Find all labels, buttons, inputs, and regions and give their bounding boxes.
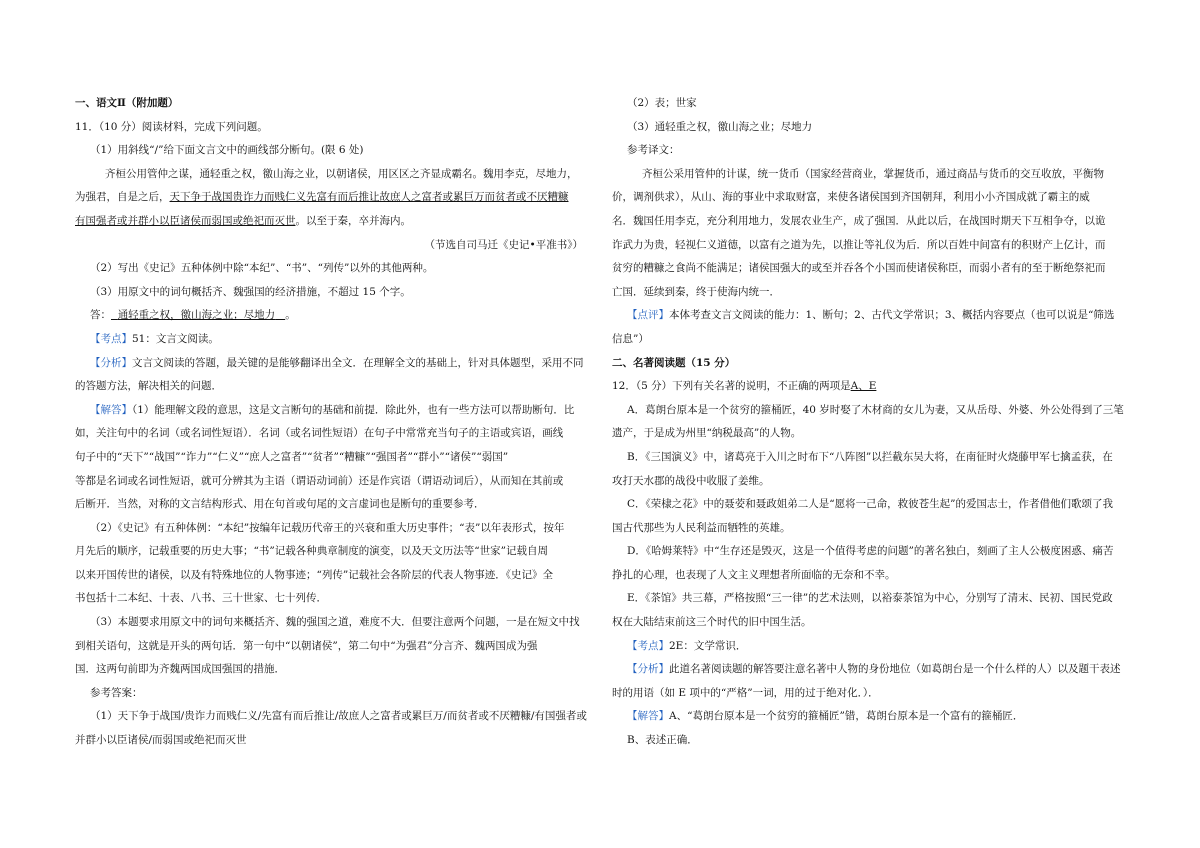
jieda-line: 书包括十二本纪、十表、八书、三十世家、七十列传． [75, 592, 327, 605]
translation-line: 诈武力为贵，轻视仁义道德，以富有之道为先，以推让等礼仪为后．所以百姓中间富有的积财产上亿计，而 [612, 238, 1106, 251]
reference-answer-line: （2）表；世家 [627, 97, 697, 109]
option-c-cont: 国古代那些为人民利益而牺牲的英雄。 [612, 521, 791, 534]
answer-end: 。 [285, 309, 296, 322]
translation-line: 齐桓公采用管仲的计谋，统一货币（国家经营商业，掌握货币，通过商品与货币的交互收放，平衡物 [642, 167, 1104, 180]
dianping-text: 本体考查文言文阅读的能力：1、断句；2、古代文学常识；3、概括内容要点（也可以说是“筛选 [669, 309, 1115, 322]
option-b-cont: 攻打天水郡的战役中收服了姜维。 [612, 474, 770, 487]
question-12-stem [612, 375, 1120, 399]
jieda-line: 如，关注句中的名词（或名词性短语）．名词（或名词性短语）在句子中常常充当句子的主语或宾语，画线 [75, 427, 564, 440]
fenxi-line [612, 658, 1120, 682]
jieda-tag: 【解答】 [90, 403, 132, 416]
kaodian-text: 2E：文学常识． [669, 639, 747, 652]
passage-source: （节选自司马迁《史记•平准书》） [424, 238, 583, 251]
option-b: B．《三国演义》中，诸葛亮于入川之时布下“八阵图”以拦截东吴大将，在南征时火烧藤甲军七擒孟获，在 [627, 450, 1113, 463]
fenxi-line: 的答题方法，解决相关的问题． [75, 380, 222, 393]
passage-text: 为强君，自是之后， [75, 191, 170, 204]
answer-line [75, 304, 593, 328]
answer-label: 答： [90, 309, 111, 322]
option-a: A．葛朗台原本是一个贫穷的箍桶匠，40 岁时娶了木材商的女儿为妻，又从岳母、外婆、外公处得到了三笔 [627, 403, 1124, 416]
option-d: D．《哈姆莱特》中“生存还是毁灭，这是一个值得考虑的问题”的著名独白，刻画了主人公极度困惑、痛苦 [627, 545, 1114, 558]
fenxi-text: 文言文阅读的答题，最关键的是能够翻译出全文．在理解全文的基础上，针对具体题型，采用不同 [132, 356, 584, 369]
jieda-text: A、“葛朗台原本是一个贫穷的箍桶匠”错，葛朗台原本是一个富有的箍桶匠． [669, 710, 1024, 723]
reference-answer-line: （3）通轻重之权，徼山海之业；尽地力 [627, 120, 813, 133]
fenxi-tag: 【分析】 [90, 356, 132, 369]
jieda-line: 国．这两句前即为齐魏两国成国强国的措施． [75, 663, 285, 676]
passage-line: 齐桓公用管仲之谋，通轻重之权，徼山海之业，以朝诸侯，用区区之齐显成霸名。魏用李克，尽地力， [105, 167, 578, 180]
answer-blank [111, 304, 285, 328]
right-column [612, 92, 1124, 753]
fenxi-line: 时的用语（如 E 项中的“严格”一词，用的过于绝对化．）． [612, 686, 879, 699]
translation-line: 贫穷的糟糠之食尚不能满足；诸侯国强大的或至并吞各个小国而使诸侯称臣，而弱小者有的至于断绝祭祀而 [612, 262, 1106, 275]
fenxi-line [75, 352, 593, 376]
jieda-text: （1）能理解文段的意思，这是文言断句的基础和前提．除此外，也有一些方法可以帮助断句．比 [132, 403, 575, 416]
option-c: C．《荣棣之花》中的聂荌和聂政姐弟二人是“愿将一己命，救彼苍生起”的爱国志士，作者借他们歌颂了我 [627, 498, 1114, 511]
jieda-line: 月先后的顺序，记载重要的历史大事；“书”记载各种典章制度的演变，以及天文历法等“世家”记载自周 [75, 545, 548, 558]
question-12-text: 12．（5 分）下列有关名著的说明，不正确的两项是 [612, 380, 851, 393]
fenxi-tag: 【分析】 [627, 663, 669, 676]
translation-line: 名．魏国任用李克，充分利用地力，发展农业生产，成了强国．从此以后，在战国时期天下互相争夺，以诡 [612, 214, 1106, 227]
underlined-passage: 天下争于战国贵诈力而贱仁义先富有而后推让故庶人之富者或累巨万而贫者或不厌糟糠 [169, 191, 569, 204]
jieda-line: 后断开．当然，对称的文言结构形式、用在句首或句尾的文言虚词也是断句的重要参考． [75, 498, 485, 511]
kaodian-text: 51：文言文阅读。 [132, 332, 219, 345]
jieda-line: 等都是名词或名词性短语，就可分辨其为主语（谓语动词前）还是作宾语（谓语动词后），从而知在其前或 [75, 474, 564, 487]
jieda-line: （3）本题要求用原文中的词句来概括齐、魏的强国之道，难度不大．但要注意两个问题，一是在短文中找 [90, 616, 580, 629]
left-column [75, 92, 593, 753]
dianping-line: 信息”） [612, 332, 649, 345]
underlined-passage: 有国强者或并群小以臣诸侯而弱国或绝祀而灭世 [75, 214, 296, 227]
fenxi-text: 此道名著阅读题的解答要注意名著中人物的身份地位（如葛朗台是一个什么样的人）以及题干表述 [669, 663, 1121, 676]
jieda-line [612, 705, 1120, 729]
option-d-cont: 挣扎的心理，也表现了人文主义理想者所面临的无奈和不幸。 [612, 568, 896, 581]
kaodian-line [75, 328, 593, 352]
answer-text: 通轻重之权，徼山海之业；尽地力 [117, 309, 276, 322]
option-e-cont: 权在大陆结束前这三个时代的旧中国生活。 [612, 616, 812, 629]
reference-answer-line: 并群小以臣诸侯/而弱国或绝祀而灭世 [75, 734, 247, 747]
jieda-line: （2）《史记》有五种体例：“本纪”按编年记载历代帝王的兴衰和重大历史事件；“表”以年表形式，按年 [90, 521, 565, 534]
question-11-part-1: （1）用斜线“/”给下面文言文中的画线部分断句。(限 6 处) [90, 144, 364, 157]
option-a-cont: 遗产，于是成为州里“纳税最高”的人物。 [612, 427, 802, 440]
option-e: E．《茶馆》共三幕，严格按照“三一律”的艺术法则，以裕泰茶馆为中心，分别写了清末、民初、国民党政 [627, 592, 1113, 605]
reference-answer-line: （1）天下争于战国/贵诈力而贱仁义/先富有而后推让/故庶人之富者或累巨万/而贫者或不厌糟糠/有国强者或 [90, 710, 587, 723]
passage-line [75, 210, 593, 234]
question-11-stem: 11．（10 分）阅读材料，完成下列问题。 [75, 120, 268, 133]
jieda-line: 到相关语句，这就是开头的两句话．第一句中“以朝诸侯”，第二句中“为强君”分言齐、魏两国成为强 [75, 639, 538, 652]
kaodian-line [612, 635, 1120, 659]
dianping-tag: 【点评】 [627, 309, 669, 322]
kaodian-tag: 【考点】 [90, 332, 132, 345]
section-title-1: 一、语文Ⅱ（附加题） [75, 97, 179, 109]
reference-answer-label: 参考答案： [90, 686, 143, 699]
question-11-part-2: （2）写出《史记》五种体例中除“本纪”、“书”、“列传”以外的其他两种。 [90, 262, 434, 275]
translation-line: 亡国．延续到秦，终于使海内统一． [612, 285, 780, 298]
translation-label: 参考译文： [627, 144, 680, 157]
dianping-line [612, 304, 1120, 328]
translation-line: 价，调剂供求），从山、海的事业中求取财富，来使各诸侯国到齐国朝拜，利用小小齐国成就了霸主的威 [612, 191, 1090, 204]
section-title-2: 二、名著阅读题（15 分） [612, 356, 736, 369]
passage-line [75, 186, 593, 210]
jieda-line [75, 399, 593, 423]
question-11-part-3: （3）用原文中的词句概括齐、魏强国的经济措施，不超过 15 个字。 [90, 285, 411, 298]
question-12-answer: A、E [850, 380, 877, 393]
jieda-line: B、表述正确． [627, 734, 698, 747]
jieda-line: 句子中的“天下”“战国”“诈力”“仁义”“庶人之富者”“贫者”“糟糠”“强国者”“群小”“诸侯”“弱国” [75, 450, 509, 463]
jieda-tag: 【解答】 [627, 710, 669, 723]
jieda-line: 以来开国传世的诸侯，以及有特殊地位的人物事迹；“列传”记载社会各阶层的代表人物事迹．《史记》全 [75, 568, 553, 581]
passage-text: 。以至于秦，卒并海内。 [295, 214, 411, 227]
kaodian-tag: 【考点】 [627, 639, 669, 652]
